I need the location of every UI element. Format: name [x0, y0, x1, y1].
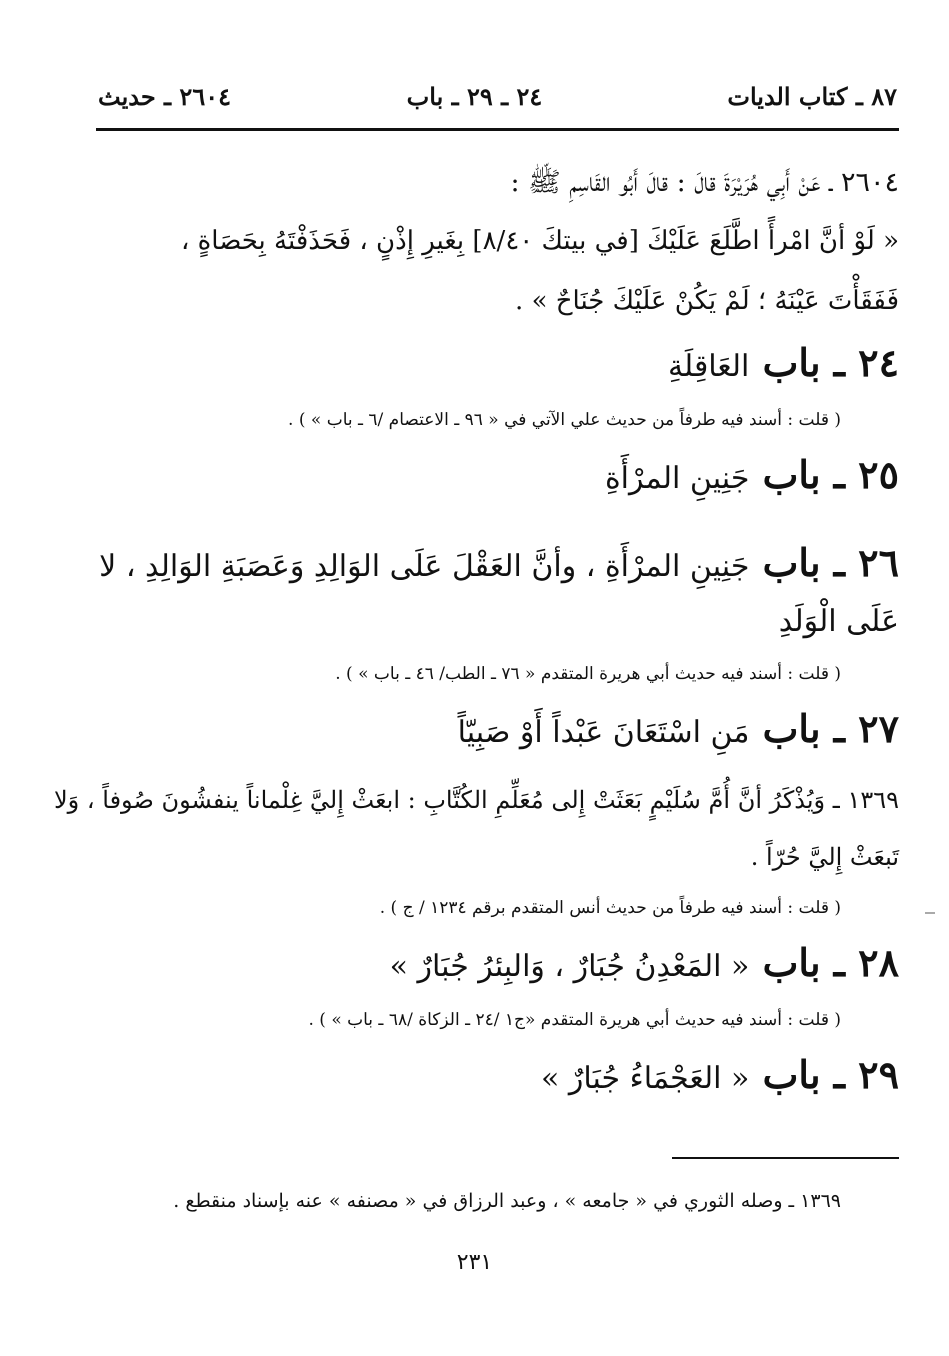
hadith-2604-line-2: فَفَقَأْتَ عَيْنَهُ ؛ لَمْ يَكُنْ عَلَيْكَ جُنَاحٌ » .	[515, 286, 899, 316]
bab-29-title: « العَجْمَاءُ جُبَارٌ »	[540, 1061, 750, 1096]
bab-29-number: ٢٩ ـ	[833, 1052, 899, 1097]
bab-28-title: « المَعْدِنُ جُبَارٌ ، وَالبِئرُ جُبَارٌ »	[389, 949, 750, 984]
bab-26-title-continued: عَلَى الْوَلَدِ	[778, 604, 899, 639]
bab-28-heading	[96, 940, 899, 985]
hadith-2604-head: ٢٦٠٤ ـ عَنْ أَبِي هُرَيْرَةَ قالَ : قالَ أَبُو القَاسِمِ ﷺ :	[510, 167, 899, 198]
header-hadith-number: ٢٦٠٤ ـ حديث	[98, 82, 231, 111]
header-book-title: ٨٧ ـ كتاب الديات	[727, 82, 897, 111]
bab-24-title: العَاقِلَةِ	[667, 349, 750, 384]
bab-28-word: باب	[762, 940, 821, 985]
bab-28-note: ( قلت : أسند فيه حديث أبي هريرة المتقدم «ج١ /٢٤ ـ الزكاة /٦٨ ـ باب » ) .	[308, 1010, 841, 1030]
bab-24-word: باب	[762, 340, 821, 385]
hadith-2604-line-1: « لَوْ أنَّ امْرأً اطَّلَعَ عَلَيْكَ [في بيتكَ ٨/٤٠] بِغَيرِ إِذْنٍ ، فَحَذَفْتَهُ بِحَصَاةٍ ،	[181, 226, 899, 256]
margin-mark	[925, 912, 935, 914]
bab-26-heading	[96, 540, 899, 585]
bab-27-title: مَنِ اسْتَعَانَ عَبْداً أَوْ صَبِيّاً	[457, 715, 750, 750]
bab-27-note: ( قلت : أسند فيه طرفاً من حديث أنس المتقدم برقم ١٢٣٤ / ج ) .	[379, 898, 841, 918]
bab-27-word: باب	[762, 706, 821, 751]
bab-29-word: باب	[762, 1052, 821, 1097]
bab-25-heading	[96, 452, 899, 497]
bab-28-number: ٢٨ ـ	[833, 940, 899, 985]
text-1369-line-2: تَبعَثْ إِليَّ حُرّاً .	[750, 843, 899, 871]
bab-27-heading	[96, 706, 899, 751]
bab-25-title: جَنِينِ المرْأَةِ	[604, 461, 750, 496]
bab-24-note: ( قلت : أسند فيه طرفاً من حديث علي الآتي في « ٩٦ ـ الاعتصام /٦ ـ باب » ) .	[288, 410, 841, 430]
bab-26-word: باب	[762, 540, 821, 585]
header-chapter-range: ٢٤ ـ ٢٩ ـ باب	[406, 82, 543, 111]
page-number: ٢٣١	[456, 1250, 493, 1275]
bab-26-number: ٢٦ ـ	[833, 540, 899, 585]
bab-29-heading	[96, 1052, 899, 1097]
footnote-1369: ١٣٦٩ ـ وصله الثوري في « جامعه » ، وعبد الرزاق في « مصنفه » عنه بإسناد منقطع .	[173, 1190, 841, 1212]
footnote-divider	[672, 1157, 899, 1159]
bab-24-heading	[96, 340, 899, 385]
header-divider	[96, 128, 899, 131]
bab-27-number: ٢٧ ـ	[833, 706, 899, 751]
bab-24-number: ٢٤ ـ	[833, 340, 899, 385]
bab-26-note: ( قلت : أسند فيه حديث أبي هريرة المتقدم « ٧٦ ـ الطب/ ٤٦ ـ باب » ) .	[335, 664, 841, 684]
bab-26-title: جَنِينِ المرْأَةِ ، وأنَّ العَقْلَ عَلَى الوَالِدِ وَعَصَبَةِ الوَالِدِ ، لا	[99, 549, 750, 584]
text-1369-line-1: ١٣٦٩ ـ وَيُذْكَرُ أنَّ أُمَّ سُلَيْمٍ بَعَثَتْ إِلى مُعَلِّمِ الكُتَّابِ : ابعَثْ إِليَّ غِلْماناً ينفشُونَ صُوفاً ، وَلا	[53, 786, 899, 814]
bab-25-number: ٢٥ ـ	[833, 452, 899, 497]
bab-25-word: باب	[762, 452, 821, 497]
